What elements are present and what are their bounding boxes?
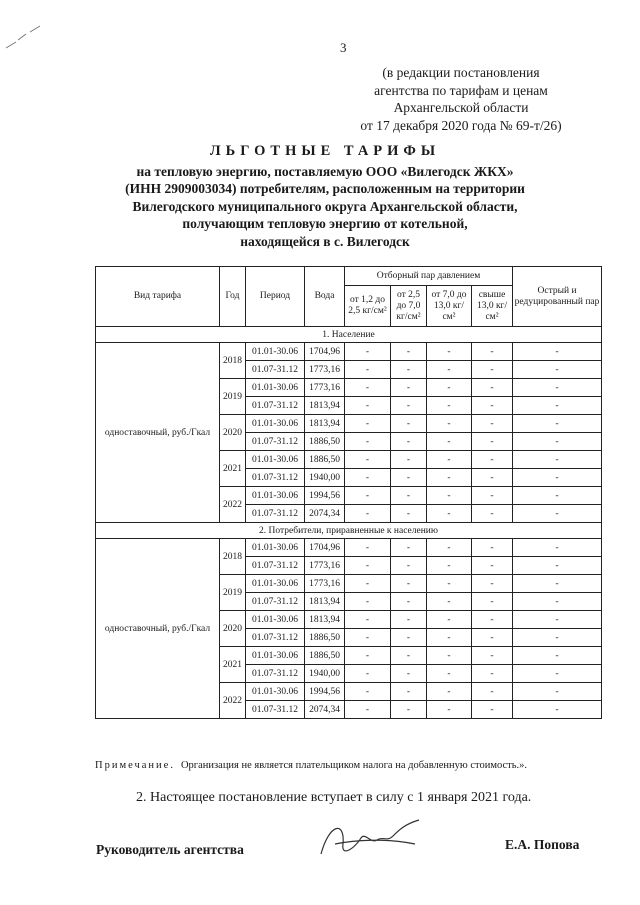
steam-tariff-cell: - (472, 505, 513, 523)
steam-tariff-cell: - (345, 647, 391, 665)
steam-tariff-cell: - (391, 575, 427, 593)
sharp-steam-cell: - (513, 469, 602, 487)
year-cell: 2021 (220, 647, 246, 683)
steam-tariff-cell: - (345, 433, 391, 451)
handwritten-signature (315, 814, 425, 864)
water-tariff-cell: 1704,96 (305, 343, 345, 361)
steam-tariff-cell: - (345, 505, 391, 523)
steam-tariff-cell: - (391, 683, 427, 701)
water-tariff-cell: 1813,94 (305, 397, 345, 415)
sharp-steam-cell: - (513, 505, 602, 523)
steam-tariff-cell: - (472, 469, 513, 487)
steam-tariff-cell: - (345, 629, 391, 647)
period-cell: 01.01-30.06 (246, 647, 305, 665)
steam-tariff-cell: - (391, 505, 427, 523)
steam-tariff-cell: - (427, 343, 472, 361)
subtitle-line: получающим тепловую энергию от котельной, (182, 216, 468, 231)
steam-tariff-cell: - (472, 593, 513, 611)
sharp-steam-cell: - (513, 343, 602, 361)
sharp-steam-cell: - (513, 647, 602, 665)
water-tariff-cell: 1813,94 (305, 593, 345, 611)
year-cell: 2022 (220, 683, 246, 719)
steam-tariff-cell: - (391, 557, 427, 575)
steam-tariff-cell: - (427, 611, 472, 629)
steam-tariff-cell: - (345, 415, 391, 433)
year-cell: 2022 (220, 487, 246, 523)
period-cell: 01.01-30.06 (246, 575, 305, 593)
edition-line: Архангельской области (393, 100, 529, 115)
subtitle-line: Вилегодского муниципального округа Архангельской области, (132, 198, 518, 214)
steam-tariff-cell: - (427, 505, 472, 523)
steam-tariff-cell: - (391, 469, 427, 487)
sharp-steam-cell: - (513, 397, 602, 415)
steam-tariff-cell: - (472, 629, 513, 647)
period-cell: 01.01-30.06 (246, 415, 305, 433)
sharp-steam-cell: - (513, 539, 602, 557)
period-cell: 01.01-30.06 (246, 539, 305, 557)
steam-tariff-cell: - (391, 451, 427, 469)
steam-tariff-cell: - (427, 415, 472, 433)
year-cell: 2018 (220, 343, 246, 379)
year-cell: 2021 (220, 451, 246, 487)
steam-tariff-cell: - (427, 575, 472, 593)
water-tariff-cell: 1886,50 (305, 451, 345, 469)
steam-tariff-cell: - (391, 415, 427, 433)
steam-tariff-cell: - (472, 683, 513, 701)
steam-tariff-cell: - (391, 379, 427, 397)
sharp-steam-cell: - (513, 487, 602, 505)
period-cell: 01.07-31.12 (246, 593, 305, 611)
water-tariff-cell: 1773,16 (305, 379, 345, 397)
tariff-table (95, 266, 602, 719)
steam-tariff-cell: - (345, 343, 391, 361)
sharp-steam-cell: - (513, 557, 602, 575)
steam-tariff-cell: - (427, 379, 472, 397)
period-cell: 01.07-31.12 (246, 469, 305, 487)
edition-line: агентства по тарифам и ценам (374, 82, 548, 98)
sharp-steam-cell: - (513, 361, 602, 379)
steam-tariff-cell: - (472, 433, 513, 451)
effective-date-clause: 2. Настоящее постановление вступает в силу с 1 января 2021 года. (136, 790, 532, 805)
steam-tariff-cell: - (345, 593, 391, 611)
water-tariff-cell: 1773,16 (305, 557, 345, 575)
water-tariff-cell: 1773,16 (305, 575, 345, 593)
steam-tariff-cell: - (345, 701, 391, 719)
period-cell: 01.07-31.12 (246, 397, 305, 415)
year-cell: 2019 (220, 379, 246, 415)
table-row (96, 539, 602, 557)
period-cell: 01.07-31.12 (246, 433, 305, 451)
section-title: 2. Потребители, приравненные к населению (96, 523, 602, 539)
water-tariff-cell: 1940,00 (305, 665, 345, 683)
steam-tariff-cell: - (345, 469, 391, 487)
steam-tariff-cell: - (472, 539, 513, 557)
steam-tariff-cell: - (345, 557, 391, 575)
edition-line: от 17 декабря 2020 года № 69-т/26) (360, 117, 562, 133)
water-tariff-cell: 1994,56 (305, 683, 345, 701)
document-title-block (90, 143, 560, 250)
steam-tariff-cell: - (427, 397, 472, 415)
margin-scribble (4, 22, 44, 52)
note (95, 760, 527, 771)
period-cell: 01.07-31.12 (246, 361, 305, 379)
tariff-table-body (96, 327, 602, 719)
table-row (96, 343, 602, 361)
steam-tariff-cell: - (345, 379, 391, 397)
steam-tariff-cell: - (345, 451, 391, 469)
sharp-steam-cell: - (513, 433, 602, 451)
water-tariff-cell: 1886,50 (305, 629, 345, 647)
note-text: Организация не является плательщиком налога на добавленную стоимость.». (180, 760, 528, 771)
steam-tariff-cell: - (427, 433, 472, 451)
steam-tariff-cell: - (472, 397, 513, 415)
steam-tariff-cell: - (345, 665, 391, 683)
steam-tariff-cell: - (391, 343, 427, 361)
header-year: Год (220, 267, 246, 327)
sharp-steam-cell: - (513, 575, 602, 593)
steam-tariff-cell: - (391, 629, 427, 647)
steam-tariff-cell: - (345, 539, 391, 557)
tariff-kind-cell: одноставочный, руб./Гкал (96, 539, 220, 719)
steam-tariff-cell: - (391, 433, 427, 451)
period-cell: 01.01-30.06 (246, 451, 305, 469)
steam-tariff-cell: - (391, 611, 427, 629)
water-tariff-cell: 1773,16 (305, 361, 345, 379)
header-steam-2: от 2,5 до 7,0 кг/см² (391, 286, 427, 327)
steam-tariff-cell: - (472, 415, 513, 433)
steam-tariff-cell: - (345, 575, 391, 593)
period-cell: 01.01-30.06 (246, 487, 305, 505)
header-water: Вода (305, 267, 345, 327)
steam-tariff-cell: - (427, 487, 472, 505)
subtitle-line: (ИНН 2909003034) потребителям, расположенным на территории (125, 181, 525, 196)
sharp-steam-cell: - (513, 451, 602, 469)
period-cell: 01.07-31.12 (246, 665, 305, 683)
header-steam-4: свыше 13,0 кг/см² (472, 286, 513, 327)
sharp-steam-cell: - (513, 593, 602, 611)
period-cell: 01.01-30.06 (246, 343, 305, 361)
sharp-steam-cell: - (513, 379, 602, 397)
steam-tariff-cell: - (391, 593, 427, 611)
steam-tariff-cell: - (391, 487, 427, 505)
edition-note (330, 64, 592, 134)
steam-tariff-cell: - (427, 451, 472, 469)
page-number: 3 (340, 40, 347, 55)
steam-tariff-cell: - (472, 557, 513, 575)
period-cell: 01.07-31.12 (246, 557, 305, 575)
steam-tariff-cell: - (472, 665, 513, 683)
steam-tariff-cell: - (427, 701, 472, 719)
tariff-kind-cell: одноставочный, руб./Гкал (96, 343, 220, 523)
water-tariff-cell: 1940,00 (305, 469, 345, 487)
steam-tariff-cell: - (391, 701, 427, 719)
water-tariff-cell: 1813,94 (305, 611, 345, 629)
steam-tariff-cell: - (427, 593, 472, 611)
steam-tariff-cell: - (472, 647, 513, 665)
subtitle-line: находящейся в с. Вилегодск (240, 233, 410, 249)
steam-tariff-cell: - (345, 487, 391, 505)
period-cell: 01.07-31.12 (246, 701, 305, 719)
subtitle-line: на тепловую энергию, поставляемую ООО «Вилегодск ЖКХ» (136, 163, 514, 179)
header-period: Период (246, 267, 305, 327)
steam-tariff-cell: - (391, 361, 427, 379)
steam-tariff-cell: - (427, 629, 472, 647)
year-cell: 2019 (220, 575, 246, 611)
steam-tariff-cell: - (345, 397, 391, 415)
signatory-name: Е.А. Попова (505, 837, 580, 852)
steam-tariff-cell: - (345, 361, 391, 379)
steam-tariff-cell: - (391, 665, 427, 683)
steam-tariff-cell: - (427, 665, 472, 683)
steam-tariff-cell: - (427, 683, 472, 701)
header-steam-3: от 7,0 до 13,0 кг/см² (427, 286, 472, 327)
edition-line: (в редакции постановления (382, 65, 540, 80)
sharp-steam-cell: - (513, 629, 602, 647)
document-title: ЛЬГОТНЫЕ ТАРИФЫ (209, 143, 441, 159)
steam-tariff-cell: - (427, 361, 472, 379)
water-tariff-cell: 1994,56 (305, 487, 345, 505)
steam-tariff-cell: - (391, 397, 427, 415)
steam-tariff-cell: - (472, 487, 513, 505)
sharp-steam-cell: - (513, 701, 602, 719)
sharp-steam-cell: - (513, 611, 602, 629)
section-title: 1. Население (96, 327, 602, 343)
steam-tariff-cell: - (427, 539, 472, 557)
steam-tariff-cell: - (472, 343, 513, 361)
sharp-steam-cell: - (513, 683, 602, 701)
steam-tariff-cell: - (427, 647, 472, 665)
water-tariff-cell: 1886,50 (305, 647, 345, 665)
steam-tariff-cell: - (391, 539, 427, 557)
steam-tariff-cell: - (427, 469, 472, 487)
steam-tariff-cell: - (472, 701, 513, 719)
steam-tariff-cell: - (472, 451, 513, 469)
period-cell: 01.07-31.12 (246, 505, 305, 523)
year-cell: 2020 (220, 415, 246, 451)
period-cell: 01.01-30.06 (246, 379, 305, 397)
period-cell: 01.07-31.12 (246, 629, 305, 647)
header-steam-group: Отборный пар давлением (345, 267, 513, 286)
water-tariff-cell: 2074,34 (305, 505, 345, 523)
signatory-title: Руководитель агентства (96, 842, 244, 857)
sharp-steam-cell: - (513, 665, 602, 683)
steam-tariff-cell: - (345, 683, 391, 701)
steam-tariff-cell: - (427, 557, 472, 575)
steam-tariff-cell: - (472, 611, 513, 629)
water-tariff-cell: 1704,96 (305, 539, 345, 557)
period-cell: 01.01-30.06 (246, 683, 305, 701)
period-cell: 01.01-30.06 (246, 611, 305, 629)
header-steam-1: от 1,2 до 2,5 кг/см² (345, 286, 391, 327)
sharp-steam-cell: - (513, 415, 602, 433)
steam-tariff-cell: - (472, 575, 513, 593)
steam-tariff-cell: - (472, 361, 513, 379)
steam-tariff-cell: - (472, 379, 513, 397)
steam-tariff-cell: - (345, 611, 391, 629)
year-cell: 2018 (220, 539, 246, 575)
water-tariff-cell: 1813,94 (305, 415, 345, 433)
header-kind: Вид тарифа (96, 267, 220, 327)
year-cell: 2020 (220, 611, 246, 647)
water-tariff-cell: 2074,34 (305, 701, 345, 719)
note-lead: Примечание. (95, 760, 175, 771)
steam-tariff-cell: - (391, 647, 427, 665)
header-sharp-steam: Острый и редуцированный пар (513, 267, 602, 327)
water-tariff-cell: 1886,50 (305, 433, 345, 451)
